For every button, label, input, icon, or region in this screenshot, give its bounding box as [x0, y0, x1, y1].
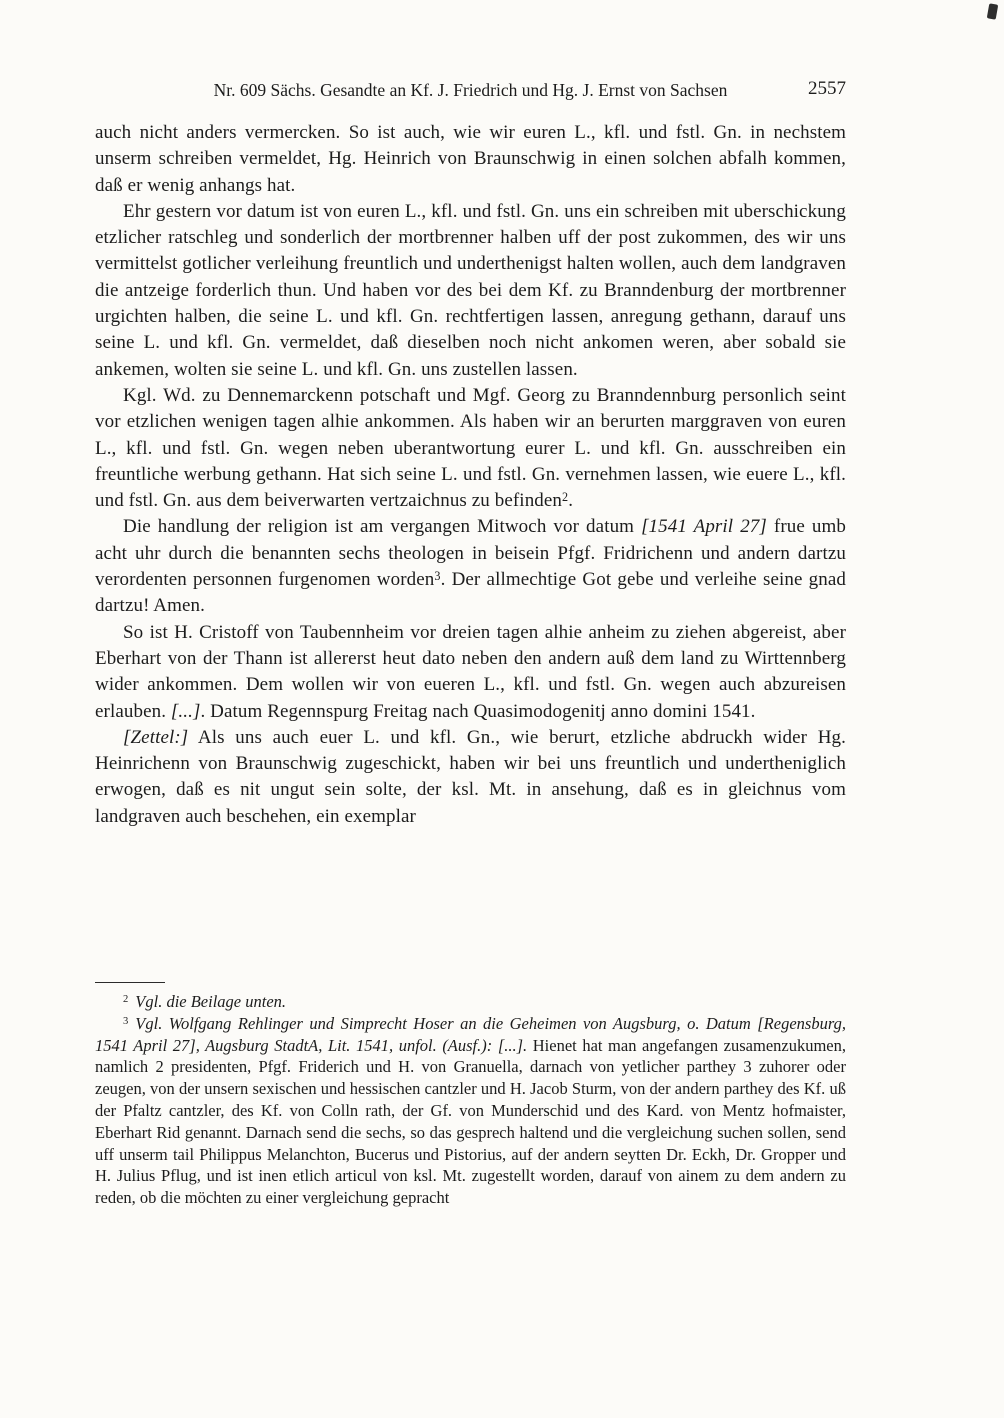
- text-segment: Hienet hat man angefangen zusamenzukumen, namlich 2 presidenten, Pfgf. Friderich und H. von Granuella, darnach von yetlicher parthey 3 zuhorer oder zeugen, von der unsern sexischen und hessischen cantzler und H. Jacob Sturm, von der andern parthey des Kf. uß der Pfaltz cantzler, des Kf. von Colln rath, der Gf. von Munderschid und des Kard. von Mentz hofmaister, Eberhart Rid genannt. Darnach send die sechs, so das gesprech haltend und die vergleichung suchen sollen, send uff unserm tail Philippus Melanchton, Bucerus und Pistorius, auf der andern seytten Dr. Eckh, Dr. Gropper und H. Julius Pflug, und ist inen etlich articul von ksl. Mt. zugestellt worden, darauf von ainem zu dem andern zu reden, ob die möchten zu einer vergleichung gepracht: [95, 1035, 846, 1208]
- paragraph: [95, 620, 846, 725]
- footnote: [95, 1013, 846, 1209]
- text-segment: frue umb acht uhr durch die benannten sechs theologen in beisein Pfgf. Fridrichenn und andern dartzu verordenten personnen furgenomen worden: [95, 516, 846, 591]
- page-number: 2557: [808, 78, 846, 99]
- footnote-list: [95, 991, 846, 1209]
- text-segment: So ist H. Cristoff von Taubennheim vor dreien tagen alhie anheim zu ziehen abgereist, aber Eberhart von der Thann ist allererst heut dato neben den andern auß dem land zu Wirttennberg wider ankommen. Dem wollen wir von eueren L., kfl. und fstl. Gn. wegen auch abzureisen erlauben.: [95, 621, 846, 722]
- text-segment: Die handlung der religion ist am vergangen Mitwoch vor datum: [123, 516, 642, 538]
- paragraph: [95, 514, 846, 619]
- paragraph: [95, 120, 846, 199]
- text-segment: . Datum Regennspurg Freitag nach Quasimodogenitj anno domini 1541.: [200, 700, 756, 722]
- footnote-marker: 2: [123, 994, 129, 1006]
- text-segment: Als uns auch euer L. und kfl. Gn., wie berurt, etzliche abdruckh wider Hg. Heinrichenn von Braunschwig zugeschickt, haben wir bei uns freuntlich und undertheniglich erwogen, daß es nit ungut sein solte, der ksl. Mt. in ansehung, daß es in gleichnus vom landgraven auch beschehen, ein exemplar: [95, 726, 846, 827]
- text-segment: [...]: [170, 700, 201, 722]
- footnote-ref: 3: [434, 568, 441, 583]
- paragraph: [95, 725, 846, 830]
- footnote-ref: 2: [562, 489, 569, 504]
- text-segment: .: [568, 490, 574, 512]
- paragraph: [95, 383, 846, 514]
- text-segment: Ehr gestern vor datum ist von euren L., kfl. und fstl. Gn. uns ein schreiben mit uberschickung etzlicher ratschleg und sonderlich der mortbrenner halben uff der post zukommen, des wir uns vermittelst gotlicher verleihung freuntlich und underthenigst halten wollen, auch dem landgraven die antzeige forderlich thun. Und haben vor des bei dem Kf. zu Branndenburg der mortbrenner urgichten halben, die seine L. und kfl. Gn. rechtfertigen lassen, anregung gethann, darauf uns seine L. und kfl. Gn. vermeldet, daß dieselben noch nicht ankomen weren, aber sobald sie ankemen, wolten sie seine L. und kfl. Gn. uns zustellen lassen.: [95, 200, 846, 380]
- running-title: Nr. 609 Sächs. Gesandte an Kf. J. Friedrich und Hg. J. Ernst von Sachsen: [213, 80, 728, 100]
- text-segment: Vgl. Wolfgang Rehlinger und Simprecht Hoser an die Geheimen von Augsburg, o. Datum [Regensburg, 1541 April 27], Augsburg StadtA, Lit. 1541, unfol. (Ausf.): [...].: [95, 1013, 846, 1055]
- text-segment: . Der allmechtige Got gebe und verleihe seine gnad dartzu! Amen.: [95, 569, 846, 617]
- page-header: [95, 79, 846, 101]
- footnote-separator: [95, 982, 165, 983]
- text-segment: [Zettel:]: [123, 726, 189, 748]
- footnote: [95, 991, 846, 1013]
- footnotes: [95, 982, 846, 1209]
- text-segment: auch nicht anders vermercken. So ist auch, wie wir euren L., kfl. und fstl. Gn. in nechstem unserm schreiben vermeldet, Hg. Heinrich von Braunschwig in einen solchen abfalh kommen, daß er wenig anhangs hat.: [95, 122, 846, 196]
- text-segment: Kgl. Wd. zu Dennemarckenn potschaft und Mgf. Georg zu Branndennburg personlich seint vor etzlichen wenigen tagen alhie ankommen. Als haben wir an berurten marggraven von euren L., kfl. und fstl. Gn. wegen neben uberantwortung eurer L. und kfl. Gn. ausschreiben ein freuntliche werbung gethann. Hat sich seine L. und fstl. Gn. vernehmen lassen, wie euere L., kfl. und fstl. Gn. aus dem beiverwarten vertzaichnus zu befinden: [95, 384, 846, 512]
- text-segment: Vgl. die Beilage unten.: [135, 992, 287, 1011]
- scan-artifact: [987, 3, 998, 19]
- text-segment: [1541 April 27]: [641, 516, 767, 538]
- paragraph: [95, 199, 846, 383]
- body-text: [95, 120, 846, 830]
- footnote-marker: 3: [123, 1016, 129, 1028]
